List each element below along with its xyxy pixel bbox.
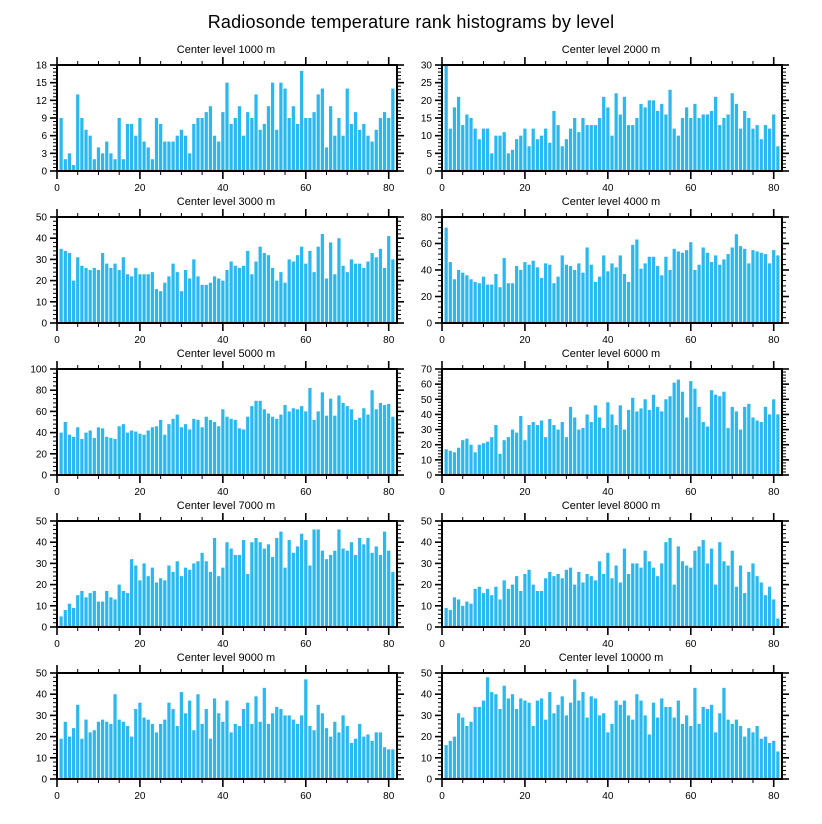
svg-text:30: 30 bbox=[35, 558, 47, 570]
svg-text:9: 9 bbox=[41, 113, 47, 125]
svg-text:60: 60 bbox=[35, 406, 47, 418]
svg-text:20: 20 bbox=[420, 440, 432, 452]
subplot-title: Center level 8000 m bbox=[561, 500, 661, 512]
svg-text:20: 20 bbox=[519, 335, 531, 346]
subplot-title: Center level 6000 m bbox=[561, 348, 661, 360]
svg-text:40: 40 bbox=[602, 183, 614, 194]
svg-text:80: 80 bbox=[383, 183, 395, 194]
svg-text:60: 60 bbox=[685, 487, 697, 498]
svg-text:0: 0 bbox=[439, 183, 445, 194]
svg-text:40: 40 bbox=[217, 487, 229, 498]
svg-text:40: 40 bbox=[602, 487, 614, 498]
svg-text:60: 60 bbox=[300, 487, 312, 498]
svg-text:40: 40 bbox=[35, 689, 47, 701]
chart-grid bbox=[0, 44, 822, 804]
svg-text:0: 0 bbox=[41, 318, 47, 330]
chart-row-2 bbox=[0, 196, 822, 348]
svg-text:40: 40 bbox=[602, 335, 614, 346]
subplot-8000m bbox=[411, 500, 822, 652]
svg-text:0: 0 bbox=[426, 166, 432, 178]
svg-text:80: 80 bbox=[768, 639, 780, 650]
svg-text:0: 0 bbox=[54, 335, 60, 346]
svg-text:20: 20 bbox=[420, 580, 432, 592]
svg-text:10: 10 bbox=[35, 753, 47, 765]
svg-text:40: 40 bbox=[420, 265, 432, 277]
rank-histogram-7000m bbox=[15, 511, 415, 651]
subplot-10000m bbox=[411, 652, 822, 804]
svg-text:20: 20 bbox=[519, 791, 531, 802]
subplot-4000m bbox=[411, 196, 822, 348]
svg-text:40: 40 bbox=[35, 537, 47, 549]
svg-text:40: 40 bbox=[602, 639, 614, 650]
svg-text:40: 40 bbox=[217, 791, 229, 802]
svg-text:50: 50 bbox=[420, 394, 432, 406]
svg-text:0: 0 bbox=[439, 791, 445, 802]
subplot-5000m bbox=[0, 348, 411, 500]
svg-text:20: 20 bbox=[420, 732, 432, 744]
svg-text:80: 80 bbox=[35, 385, 47, 397]
svg-text:20: 20 bbox=[134, 183, 146, 194]
svg-text:80: 80 bbox=[768, 487, 780, 498]
rank-histogram-4000m bbox=[400, 207, 800, 347]
rank-histogram-2000m bbox=[400, 55, 800, 195]
figure-title: Radiosonde temperature rank histograms by level bbox=[207, 12, 615, 32]
svg-text:0: 0 bbox=[41, 622, 47, 634]
svg-text:60: 60 bbox=[300, 183, 312, 194]
svg-text:20: 20 bbox=[35, 449, 47, 461]
subplot-7000m bbox=[0, 500, 411, 652]
subplot-title: Center level 9000 m bbox=[176, 652, 276, 664]
svg-text:30: 30 bbox=[35, 254, 47, 266]
svg-text:20: 20 bbox=[134, 791, 146, 802]
svg-text:100: 100 bbox=[30, 364, 47, 376]
rank-histogram-5000m bbox=[15, 359, 415, 499]
svg-text:10: 10 bbox=[35, 601, 47, 613]
svg-text:20: 20 bbox=[420, 292, 432, 303]
svg-text:0: 0 bbox=[54, 487, 60, 498]
svg-text:20: 20 bbox=[519, 183, 531, 194]
svg-text:30: 30 bbox=[35, 710, 47, 722]
subplot-title: Center level 5000 m bbox=[176, 348, 276, 360]
chart-row-1 bbox=[0, 44, 822, 196]
svg-text:20: 20 bbox=[35, 580, 47, 592]
svg-text:10: 10 bbox=[420, 131, 432, 143]
svg-text:18: 18 bbox=[35, 60, 47, 72]
svg-text:40: 40 bbox=[602, 791, 614, 802]
svg-text:80: 80 bbox=[768, 335, 780, 346]
subplot-title: Center level 4000 m bbox=[561, 196, 661, 208]
svg-text:40: 40 bbox=[217, 639, 229, 650]
svg-text:30: 30 bbox=[420, 558, 432, 570]
svg-text:20: 20 bbox=[519, 487, 531, 498]
svg-text:0: 0 bbox=[54, 791, 60, 802]
svg-text:0: 0 bbox=[426, 622, 432, 634]
svg-text:40: 40 bbox=[35, 428, 47, 440]
chart-row-3 bbox=[0, 348, 822, 500]
svg-text:60: 60 bbox=[300, 791, 312, 802]
svg-text:20: 20 bbox=[134, 335, 146, 346]
svg-text:80: 80 bbox=[420, 212, 432, 224]
svg-text:70: 70 bbox=[420, 364, 432, 376]
svg-text:40: 40 bbox=[420, 409, 432, 421]
svg-text:10: 10 bbox=[420, 455, 432, 467]
svg-text:0: 0 bbox=[439, 639, 445, 650]
svg-text:60: 60 bbox=[685, 183, 697, 194]
svg-text:80: 80 bbox=[383, 791, 395, 802]
svg-text:25: 25 bbox=[420, 78, 432, 90]
svg-text:0: 0 bbox=[426, 318, 432, 330]
svg-text:20: 20 bbox=[134, 639, 146, 650]
rank-histogram-8000m bbox=[400, 511, 800, 651]
svg-text:15: 15 bbox=[420, 113, 432, 125]
svg-text:30: 30 bbox=[420, 425, 432, 437]
subplot-9000m bbox=[0, 652, 411, 804]
svg-text:30: 30 bbox=[420, 710, 432, 722]
svg-text:0: 0 bbox=[41, 774, 47, 786]
svg-text:80: 80 bbox=[768, 791, 780, 802]
svg-text:50: 50 bbox=[35, 212, 47, 224]
svg-text:0: 0 bbox=[426, 470, 432, 482]
svg-text:60: 60 bbox=[420, 379, 432, 391]
svg-text:60: 60 bbox=[685, 639, 697, 650]
svg-text:0: 0 bbox=[439, 335, 445, 346]
subplot-6000m bbox=[411, 348, 822, 500]
svg-text:20: 20 bbox=[35, 732, 47, 744]
rank-histogram-1000m bbox=[15, 55, 415, 195]
svg-text:60: 60 bbox=[300, 639, 312, 650]
svg-text:20: 20 bbox=[519, 639, 531, 650]
subplot-title: Center level 10000 m bbox=[558, 652, 664, 664]
svg-text:40: 40 bbox=[420, 537, 432, 549]
rank-histogram-9000m bbox=[15, 663, 415, 803]
rank-histogram-3000m bbox=[15, 207, 415, 347]
chart-row-5 bbox=[0, 652, 822, 804]
subplot-title: Center level 3000 m bbox=[176, 196, 276, 208]
svg-text:30: 30 bbox=[420, 60, 432, 72]
svg-text:60: 60 bbox=[420, 239, 432, 250]
svg-text:5: 5 bbox=[426, 148, 432, 160]
svg-text:10: 10 bbox=[35, 297, 47, 309]
svg-text:0: 0 bbox=[426, 774, 432, 786]
svg-text:60: 60 bbox=[300, 335, 312, 346]
svg-text:6: 6 bbox=[41, 131, 47, 143]
subplot-title: Center level 2000 m bbox=[561, 44, 661, 56]
svg-text:50: 50 bbox=[420, 516, 432, 528]
svg-text:0: 0 bbox=[41, 166, 47, 178]
svg-text:10: 10 bbox=[420, 601, 432, 613]
rank-histogram-6000m bbox=[400, 359, 800, 499]
svg-text:12: 12 bbox=[35, 95, 47, 107]
subplot-1000m bbox=[0, 44, 411, 196]
svg-text:80: 80 bbox=[768, 183, 780, 194]
svg-text:80: 80 bbox=[383, 639, 395, 650]
svg-text:40: 40 bbox=[217, 183, 229, 194]
svg-text:60: 60 bbox=[685, 791, 697, 802]
svg-text:80: 80 bbox=[383, 335, 395, 346]
svg-text:50: 50 bbox=[35, 668, 47, 680]
svg-text:0: 0 bbox=[439, 487, 445, 498]
subplot-title: Center level 1000 m bbox=[176, 44, 276, 56]
chart-row-4 bbox=[0, 500, 822, 652]
svg-text:15: 15 bbox=[35, 78, 47, 90]
svg-text:40: 40 bbox=[217, 335, 229, 346]
rank-histogram-10000m bbox=[400, 663, 800, 803]
svg-text:50: 50 bbox=[35, 516, 47, 528]
svg-text:0: 0 bbox=[54, 639, 60, 650]
svg-text:40: 40 bbox=[420, 689, 432, 701]
svg-text:60: 60 bbox=[685, 335, 697, 346]
subplot-2000m bbox=[411, 44, 822, 196]
svg-text:20: 20 bbox=[35, 276, 47, 288]
svg-text:20: 20 bbox=[420, 95, 432, 107]
subplot-3000m bbox=[0, 196, 411, 348]
svg-text:0: 0 bbox=[41, 470, 47, 482]
subplot-title: Center level 7000 m bbox=[176, 500, 276, 512]
svg-text:20: 20 bbox=[134, 487, 146, 498]
svg-text:40: 40 bbox=[35, 233, 47, 245]
svg-text:3: 3 bbox=[41, 148, 47, 160]
svg-text:50: 50 bbox=[420, 668, 432, 680]
svg-text:80: 80 bbox=[383, 487, 395, 498]
svg-text:10: 10 bbox=[420, 753, 432, 765]
svg-text:0: 0 bbox=[54, 183, 60, 194]
